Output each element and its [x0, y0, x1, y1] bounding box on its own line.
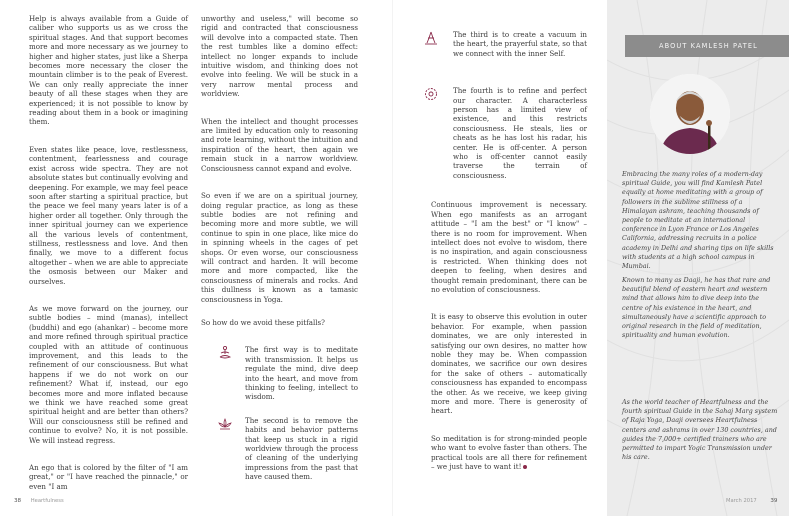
paragraph	[431, 434, 587, 472]
end-mark-icon	[523, 465, 527, 469]
bio-paragraph: Known to many as Daaji, he has that rare and beautiful blend of eastern heart and western mind that allows him to dive deep into the centre of his existence in the heart, and simultaneously have a scientific approach to original research in the field of meditation, spirituality and human evolution.	[622, 276, 771, 340]
lotus-icon	[217, 416, 233, 432]
list-item	[245, 416, 358, 482]
list-item	[453, 86, 587, 180]
item-text: The fourth is to refine and perfect our character. A characterless person has a limited view of existence, and this restricts consciousness. He steals, lies or cheats as he has lost his radar, his center. He is off-center. A person who is off-center cannot easily traverse the terrain of consciousness.	[453, 86, 587, 180]
left-footer	[14, 498, 64, 504]
paragraph: Help is always available from a Guide of caliber who supports us as we cross the spiritual stages. And that support becomes more and more necessary as we journey to higher and higher states, just like a Sherpa becomes more necessary the closer the mountain climber is to the peak of Everest. We can only really appreciate the inner beauty of all these stages when they are experienced; it is not possible to know by reading about them in a book or imagining them.	[29, 14, 188, 127]
meditator-icon	[217, 345, 233, 361]
prayer-icon	[423, 30, 439, 46]
bio-paragraph: Embracing the many roles of a modern-day spiritual Guide, you will find Kamlesh Patel equally at home meditating with a group of followers in the sublime stillness of a Himalayan ashram, teaching thousands of people to meditate at an international conference in Lyon France or Los Angeles California, addressing recruits in a police academy in Delhi and sharing tips on life skills with students at a high school campus in Mumbai.	[622, 170, 774, 271]
list-item	[453, 30, 587, 58]
issue-date: March 2017	[726, 498, 757, 504]
paragraph: So even if we are on a spiritual journey, doing regular practice, as long as these subtle bodies are not refining and becoming more and more subtle, we will continue to spin in one place, like mice do in spinning wheels in the cages of pet shops. Or even worse, our consciousness will contract and harden. It will become more and more compacted, like the consciousness of minerals and rocks. And this dullness is known as a tamasic consciousness in Yoga.	[201, 191, 358, 304]
paragraph: An ego that is colored by the filter of "I am great," or "I have reached the pinnacle," or even "I am	[29, 463, 188, 491]
item-text: The third is to create a vacuum in the heart, the prayerful state, so that we connect with the inner Self.	[453, 30, 587, 58]
item-text: The first way is to meditate with transmission. It helps us regulate the mind, dive deep into the heart, and move from thinking to feeling, intellect to wisdom.	[245, 345, 358, 402]
page-number: 38	[14, 498, 22, 504]
paragraph: It is easy to observe this evolution in outer behavior. For example, when passion dominates, we are only interested in satisfying our own desires, no matter how noble they may be. When compassion dominates, we sacrifice our own desires for the sake of others – automatically consciousness has expanded to encompass the other. As we receive, we keep giving more and more. There is generosity of heart.	[431, 312, 587, 416]
paragraph: As we move forward on the journey, our subtle bodies – mind (manas), intellect (buddhi) and ego (ahankar) – become more and more refined through spiritual practice coupled with an attitude of continuous improvement, and this leads to the refinement of our consciousness. But what happens if we do not work on our refinement? What if, instead, our ego becomes more and more inflated because we think we have reached some great spiritual height and are better than others? Will our consciousness still be refined and continue to evolve? No, it is not possible. We will instead regress.	[29, 303, 188, 445]
author-portrait	[650, 74, 730, 154]
list-item	[245, 345, 358, 401]
left-column-2	[201, 14, 358, 492]
page-gutter	[392, 0, 393, 516]
paragraph: Even states like peace, love, restlessness, contentment, fearlessness and courage exist across wide spectra. They are not absolute states but continually evolving and deepening. For example, we may feel peace soon after starting a spiritual practice, but the peace we feel many years later is of a higher order all together. Only through the inner spiritual journey can we experience all the various levels of contentment, stillness, restlessness and love. And then finally, we move to a different focus altogether – when we are able to appreciate the osmosis between our Maker and ourselves.	[29, 144, 188, 286]
left-column-1	[29, 14, 188, 500]
brand-name: Heartfulness	[30, 498, 64, 504]
right-column-1	[431, 30, 587, 481]
paragraph: Continuous improvement is necessary. When ego manifests as an arrogant attitude – "I am the best" or "I know" – there is no room for improvement. When intellect does not evolve to wisdom, there is no inspiration, and again consciousness is restricted. When thinking does not deepen to feeling, when desires and thought remain predominant, there can be no evolution of consciousness.	[431, 200, 587, 294]
paragraph: unworthy and useless," will become so rigid and contracted that consciousness will devolve into a compacted state. Then the rest tumbles like a domino effect: intellect no longer expands to include intuitive wisdom, and thinking does not evolve into feeling. We will be stuck in a very narrow mental process and worldview.	[201, 14, 358, 99]
right-footer	[726, 498, 777, 504]
about-sidebar	[607, 0, 789, 516]
page-number: 39	[770, 498, 778, 504]
item-text: The second is to remove the habits and behavior patterns that keep us stuck in a rigid worldview through the process of cleaning of the underlying impressions from the past that have caused them.	[245, 415, 358, 482]
bio-paragraph: As the world teacher of Heartfulness and the fourth spiritual Guide in the Sahaj Marg system of Raja Yoga, Daaji oversees Heartfulness centers and ashrams in over 130 countries, and guides the 7,000+ certified trainers who are permitted to impart Yogic Transmission under his care.	[622, 398, 778, 462]
flower-icon	[423, 86, 439, 102]
paragraph: When the intellect and thought processes are limited by education only to reasoning and rote learning, without the intuition and inspiration of the heart, then again we remain stuck in a narrow worldview. Consciousness cannot expand and evolve.	[201, 116, 358, 173]
paragraph: So how do we avoid these pitfalls?	[201, 317, 325, 327]
closing-text: So meditation is for strong-minded people who want to evolve faster than others. The practical tools are all there for refinement – we just have to want it!	[431, 433, 587, 472]
sidebar-heading: ABOUT KAMLESH PATEL	[625, 35, 789, 57]
